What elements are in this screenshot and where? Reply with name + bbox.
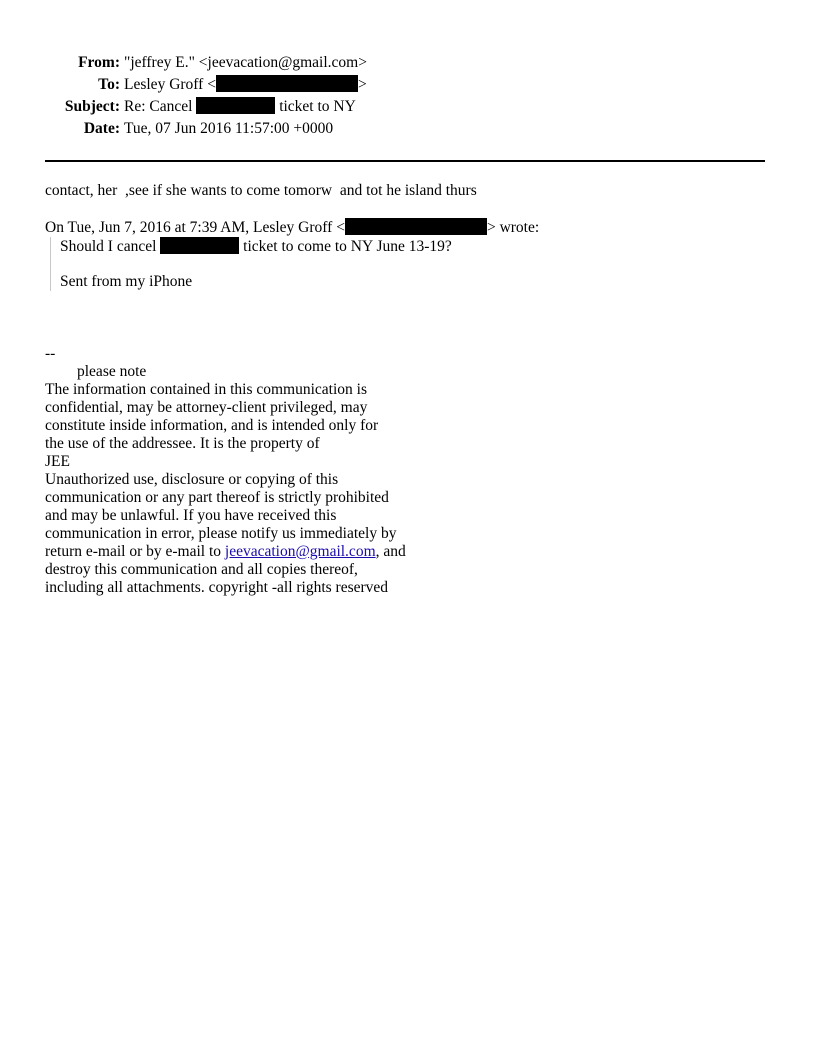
email-link[interactable]: jeevacation@gmail.com [224, 543, 376, 560]
footer-line: Unauthorized use, disclosure or copying of this [45, 471, 339, 488]
note-heading: please note [77, 363, 147, 380]
redaction-box [196, 97, 275, 114]
quote-intro-prefix: On Tue, Jun 7, 2016 at 7:39 AM, Lesley Groff < [45, 219, 345, 236]
from-value: "jeffrey E." <jeevacation@gmail.com> [124, 54, 367, 71]
footer-return-line [45, 543, 406, 561]
redaction-box [345, 218, 487, 235]
quoted-signature: Sent from my iPhone [60, 273, 193, 290]
date-label: Date: [83, 120, 120, 137]
quote-intro-suffix: > wrote: [486, 219, 540, 236]
to-label: To: [98, 76, 120, 93]
footer-line: confidential, may be attorney-client privileged, may [45, 399, 368, 416]
footer-line: JEE [45, 453, 70, 470]
footer-line: and may be unlawful. If you have received this [45, 507, 337, 524]
quoted-line [60, 237, 660, 255]
footer-line: the use of the addressee. It is the property of [45, 435, 320, 452]
to-value [124, 74, 367, 96]
redaction-box [216, 75, 358, 92]
subject-suffix: ticket to NY [279, 98, 356, 115]
date-row [0, 118, 816, 140]
header-divider [45, 160, 765, 162]
subject-prefix: Re: Cancel [124, 98, 193, 115]
quoted-line-suffix: ticket to come to NY June 13-19? [243, 238, 452, 255]
to-name: Lesley Groff < [124, 76, 216, 93]
footer-line: communication or any part thereof is strictly prohibited [45, 489, 389, 506]
quoted-message [50, 237, 660, 291]
from-label: From: [78, 54, 120, 71]
return-suffix: , and [375, 543, 406, 560]
quoted-blank-line [60, 255, 660, 273]
footer-line: constitute inside information, and is intended only for [45, 417, 379, 434]
email-header [0, 52, 816, 140]
subject-row [0, 96, 816, 118]
footer-line: including all attachments. copyright -all rights reserved [45, 579, 389, 596]
footer-line: The information contained in this communication is [45, 381, 367, 398]
date-value: Tue, 07 Jun 2016 11:57:00 +0000 [124, 120, 334, 137]
quote-intro [45, 218, 539, 237]
subject-label: Subject: [64, 98, 120, 115]
quoted-line-prefix: Should I cancel [60, 238, 157, 255]
subject-value [124, 96, 356, 118]
footer-line: destroy this communication and all copies thereof, [45, 561, 358, 578]
to-suffix: > [357, 76, 367, 93]
reply-text: contact, her ,see if she wants to come tomorw and tot he island thurs [45, 182, 477, 199]
return-prefix: return e-mail or by e-mail to [45, 543, 225, 560]
confidentiality-footer [45, 345, 406, 597]
to-row [0, 74, 816, 96]
signature-separator: -- [45, 345, 56, 362]
footer-line: communication in error, please notify us immediately by [45, 525, 397, 542]
from-row [0, 52, 816, 74]
redaction-box [160, 237, 239, 254]
